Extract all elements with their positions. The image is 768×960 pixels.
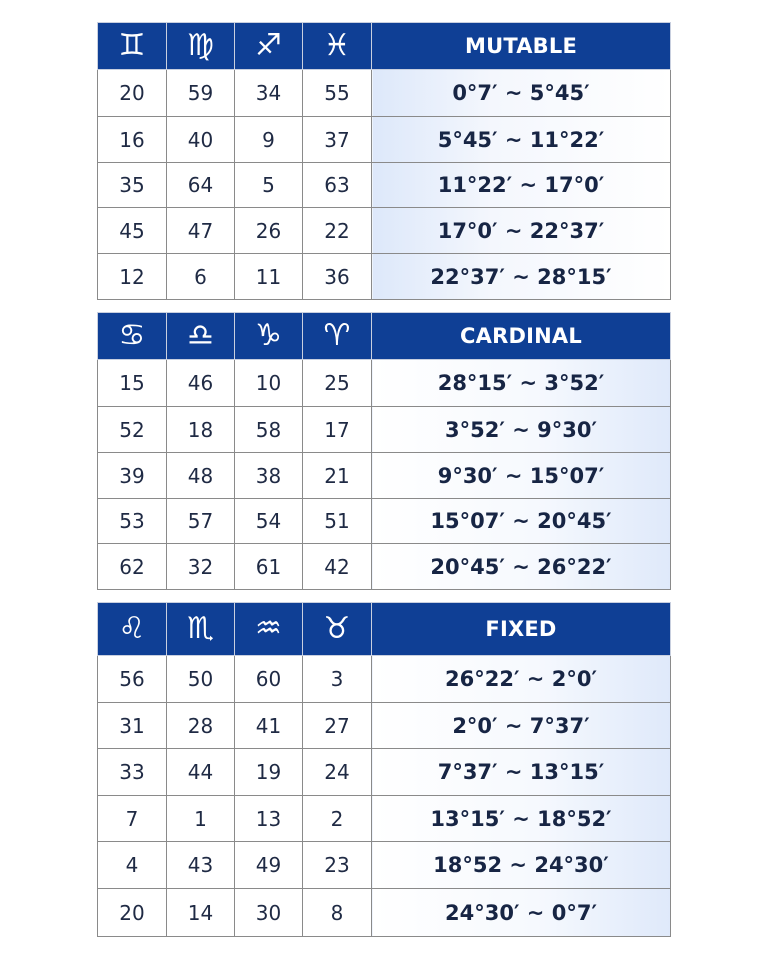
- cell-value: 62: [98, 544, 167, 590]
- cell-value: 38: [235, 453, 303, 499]
- cell-value: 44: [167, 749, 235, 796]
- table-row: [98, 544, 671, 590]
- cell-value: 35: [98, 163, 167, 208]
- cell-value: 3: [303, 656, 372, 703]
- fixed-table: [97, 602, 671, 937]
- cell-value: 42: [303, 544, 372, 590]
- cell-value: 36: [303, 254, 372, 300]
- cell-value: 6: [167, 254, 235, 300]
- cell-value: 41: [235, 703, 303, 749]
- cell-value: 33: [98, 749, 167, 796]
- fixed-header-row: [98, 603, 671, 656]
- cell-value: 26: [235, 208, 303, 254]
- degree-range: 26°22′ ~ 2°0′: [372, 656, 671, 703]
- cell-value: 11: [235, 254, 303, 300]
- cell-value: 59: [167, 70, 235, 117]
- pisces-icon: ♓: [303, 23, 372, 70]
- cell-value: 47: [167, 208, 235, 254]
- table-row: [98, 360, 671, 407]
- cell-value: 27: [303, 703, 372, 749]
- cell-value: 52: [98, 407, 167, 453]
- cell-value: 24: [303, 749, 372, 796]
- cell-value: 39: [98, 453, 167, 499]
- degree-range: 11°22′ ~ 17°0′: [372, 163, 671, 208]
- cell-value: 32: [167, 544, 235, 590]
- cell-value: 22: [303, 208, 372, 254]
- cell-value: 50: [167, 656, 235, 703]
- cell-value: 23: [303, 842, 372, 889]
- cell-value: 4: [98, 842, 167, 889]
- cell-value: 14: [167, 889, 235, 937]
- cell-value: 34: [235, 70, 303, 117]
- degree-range: 17°0′ ~ 22°37′: [372, 208, 671, 254]
- cardinal-table: [97, 312, 671, 590]
- cell-value: 13: [235, 796, 303, 842]
- cell-value: 37: [303, 117, 372, 163]
- cell-value: 40: [167, 117, 235, 163]
- cardinal-title: CARDINAL: [372, 313, 671, 360]
- cell-value: 18: [167, 407, 235, 453]
- table-row: [98, 499, 671, 544]
- libra-icon: ♎: [167, 313, 235, 360]
- cell-value: 58: [235, 407, 303, 453]
- degree-range: 9°30′ ~ 15°07′: [372, 453, 671, 499]
- cell-value: 10: [235, 360, 303, 407]
- cell-value: 60: [235, 656, 303, 703]
- cell-value: 9: [235, 117, 303, 163]
- cell-value: 20: [98, 70, 167, 117]
- degree-range: 15°07′ ~ 20°45′: [372, 499, 671, 544]
- cell-value: 49: [235, 842, 303, 889]
- cell-value: 43: [167, 842, 235, 889]
- cell-value: 8: [303, 889, 372, 937]
- table-row: [98, 163, 671, 208]
- cell-value: 17: [303, 407, 372, 453]
- table-row: [98, 407, 671, 453]
- table-row: [98, 796, 671, 842]
- degree-range: 5°45′ ~ 11°22′: [372, 117, 671, 163]
- degree-range: 18°52 ~ 24°30′: [372, 842, 671, 889]
- cell-value: 5: [235, 163, 303, 208]
- degree-range: 3°52′ ~ 9°30′: [372, 407, 671, 453]
- aquarius-icon: ♒: [235, 603, 303, 656]
- table-row: [98, 842, 671, 889]
- degree-range: 24°30′ ~ 0°7′: [372, 889, 671, 937]
- cell-value: 64: [167, 163, 235, 208]
- mutable-table: [97, 22, 671, 300]
- table-row: [98, 656, 671, 703]
- cell-value: 7: [98, 796, 167, 842]
- cell-value: 19: [235, 749, 303, 796]
- mutable-header-row: [98, 23, 671, 70]
- cell-value: 12: [98, 254, 167, 300]
- degree-range: 7°37′ ~ 13°15′: [372, 749, 671, 796]
- table-row: [98, 453, 671, 499]
- degree-range: 13°15′ ~ 18°52′: [372, 796, 671, 842]
- cell-value: 21: [303, 453, 372, 499]
- cell-value: 46: [167, 360, 235, 407]
- table-row: [98, 889, 671, 937]
- sagittarius-icon: ♐: [235, 23, 303, 70]
- cell-value: 1: [167, 796, 235, 842]
- cell-value: 28: [167, 703, 235, 749]
- cell-value: 53: [98, 499, 167, 544]
- taurus-icon: ♉: [303, 603, 372, 656]
- cell-value: 61: [235, 544, 303, 590]
- leo-icon: ♌: [98, 603, 167, 656]
- cell-value: 16: [98, 117, 167, 163]
- degree-range: 0°7′ ~ 5°45′: [372, 70, 671, 117]
- gemini-icon: ♊: [98, 23, 167, 70]
- cell-value: 31: [98, 703, 167, 749]
- cell-value: 63: [303, 163, 372, 208]
- degree-range: 22°37′ ~ 28°15′: [372, 254, 671, 300]
- table-row: [98, 117, 671, 163]
- cardinal-header-row: [98, 313, 671, 360]
- cell-value: 30: [235, 889, 303, 937]
- cell-value: 54: [235, 499, 303, 544]
- table-row: [98, 70, 671, 117]
- table-row: [98, 703, 671, 749]
- fixed-title: FIXED: [372, 603, 671, 656]
- degree-range: 28°15′ ~ 3°52′: [372, 360, 671, 407]
- cell-value: 2: [303, 796, 372, 842]
- cell-value: 51: [303, 499, 372, 544]
- scorpio-icon: ♏: [167, 603, 235, 656]
- cell-value: 20: [98, 889, 167, 937]
- cancer-icon: ♋: [98, 313, 167, 360]
- cell-value: 15: [98, 360, 167, 407]
- cell-value: 55: [303, 70, 372, 117]
- degree-range: 20°45′ ~ 26°22′: [372, 544, 671, 590]
- cell-value: 56: [98, 656, 167, 703]
- aries-icon: ♈: [303, 313, 372, 360]
- capricorn-icon: ♑: [235, 313, 303, 360]
- cell-value: 57: [167, 499, 235, 544]
- cell-value: 25: [303, 360, 372, 407]
- degree-range: 2°0′ ~ 7°37′: [372, 703, 671, 749]
- table-row: [98, 254, 671, 300]
- virgo-icon: ♍: [167, 23, 235, 70]
- table-row: [98, 208, 671, 254]
- cell-value: 45: [98, 208, 167, 254]
- mutable-title: MUTABLE: [372, 23, 671, 70]
- cell-value: 48: [167, 453, 235, 499]
- table-row: [98, 749, 671, 796]
